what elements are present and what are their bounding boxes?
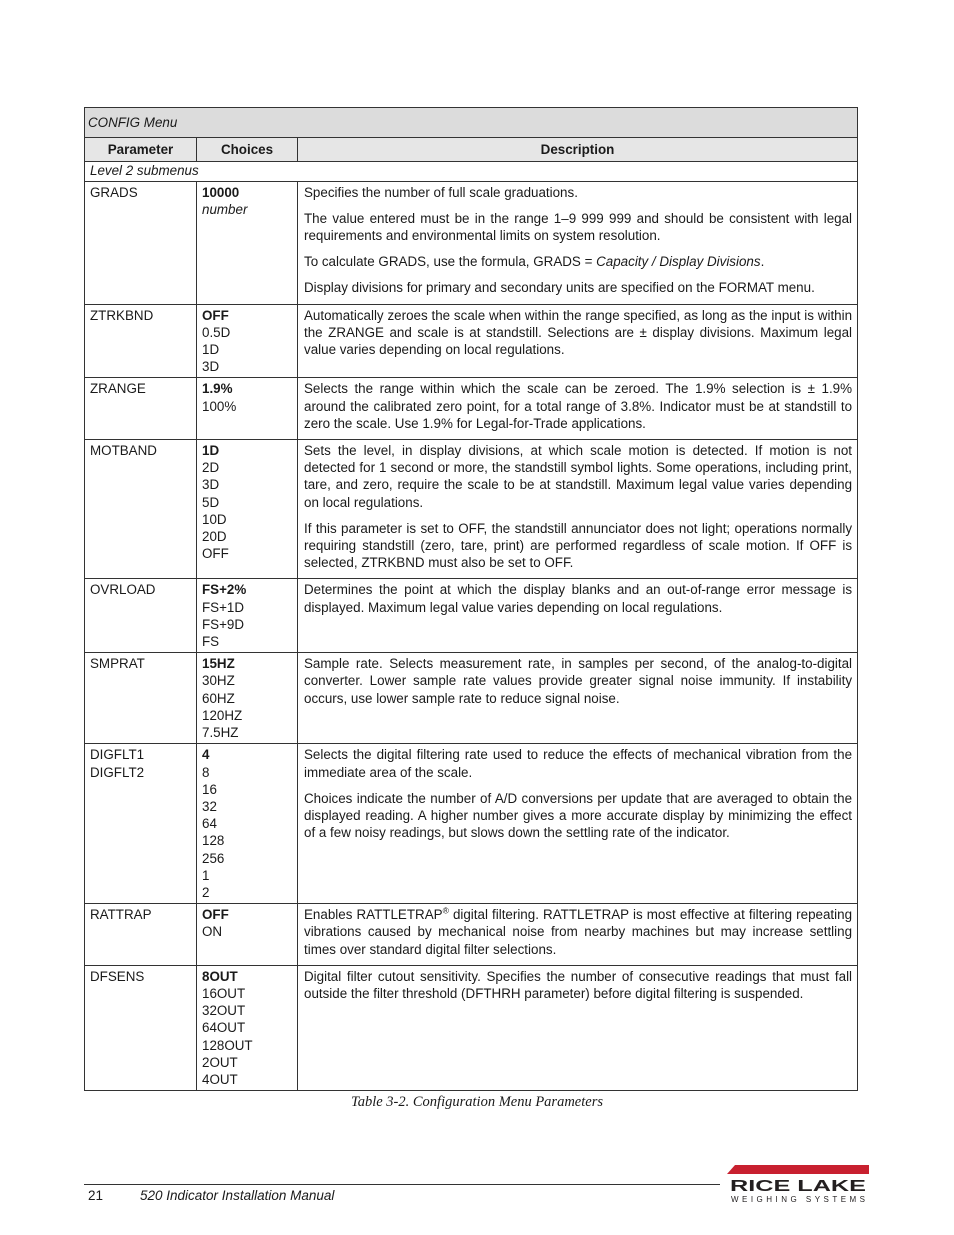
choices-cell xyxy=(197,181,298,304)
description-text: To calculate GRADS, use the formula, GRADS = xyxy=(304,254,597,270)
parameter-cell xyxy=(85,378,197,440)
description-cell xyxy=(298,744,858,904)
default-choice: 1D xyxy=(202,443,220,459)
description-paragraph xyxy=(304,380,852,432)
description-text: Sets the level, in display divisions, at which scale motion is detected. If motion is not detected for 1 second or more, the standstill symbol lights. Some operations, including print, tare, and zero, require the scale to be at standstill. Maximum legal value varies depending on local regulations. xyxy=(304,443,853,510)
choice-option: 120HZ xyxy=(202,707,243,723)
choice-option: 16 xyxy=(202,781,217,797)
default-choice: 15HZ xyxy=(202,656,235,672)
parameter-name: GRADS xyxy=(90,184,138,200)
description-text: Enables RATTLETRAP xyxy=(304,907,443,923)
choice-option: 32OUT xyxy=(202,1003,246,1019)
description-paragraph xyxy=(304,210,852,244)
parameter-name: SMPRAT xyxy=(90,656,145,672)
description-cell xyxy=(298,304,858,378)
default-choice: 1.9% xyxy=(202,381,233,397)
logo-line1: RICE LAKE xyxy=(730,1178,867,1195)
description-text: Display divisions for primary and secondary units are specified on the FORMAT menu. xyxy=(304,280,815,296)
choice-option: 2D xyxy=(202,460,220,476)
choice-option: 64 xyxy=(202,816,217,832)
parameter-name: ZTRKBND xyxy=(90,307,154,323)
choice-option: 1 xyxy=(202,867,210,883)
description-text: Specifies the number of full scale graduations. xyxy=(304,184,578,200)
description-text: . xyxy=(760,254,765,270)
choices-cell xyxy=(197,653,298,744)
default-choice: 4 xyxy=(202,747,210,763)
choice-option: number xyxy=(202,201,248,217)
table-body xyxy=(85,162,858,1091)
manual-title: 520 Indicator Installation Manual xyxy=(140,1188,335,1203)
description-paragraph xyxy=(304,253,852,270)
choice-option: 2 xyxy=(202,884,210,900)
choice-option: FS+1D xyxy=(202,599,245,615)
description-text: Selects the range within which the scale can be zeroed. The 1.9% selection is ± 1.9% around the calibrated zero point, for a total range of 3.8%. Indicator must be at standstill to zero the scale. Use 1.9% for Legal-for-Trade applications. xyxy=(304,381,853,431)
choice-option: 10D xyxy=(202,511,227,527)
choice-option: FS+9D xyxy=(202,616,245,632)
description-paragraph xyxy=(304,655,852,707)
description-paragraph xyxy=(304,520,852,572)
column-header-parameter: Parameter xyxy=(85,138,197,162)
parameter-cell xyxy=(85,440,197,579)
parameter-cell xyxy=(85,653,197,744)
formula-text: Capacity / Display Divisions xyxy=(596,254,761,270)
parameter-name: OVRLOAD xyxy=(90,582,156,598)
parameter-cell xyxy=(85,965,197,1090)
description-paragraph xyxy=(304,790,852,842)
default-choice: OFF xyxy=(202,907,229,923)
choice-option: 30HZ xyxy=(202,673,235,689)
table-row xyxy=(85,653,858,744)
description-paragraph xyxy=(304,968,852,1002)
choice-option: 2OUT xyxy=(202,1054,238,1070)
description-paragraph xyxy=(304,906,852,958)
table-title: CONFIG Menu xyxy=(85,108,858,138)
choice-option: 100% xyxy=(202,398,237,414)
choice-option: 3D xyxy=(202,359,220,375)
choice-option: 7.5HZ xyxy=(202,725,239,741)
choice-option: 5D xyxy=(202,494,220,510)
parameter-name: DIGFLT2 xyxy=(90,764,145,780)
description-cell xyxy=(298,181,858,304)
description-text: The value entered must be in the range 1–9 999 999 and should be consistent with legal requirements and environmental limits on system resolution. xyxy=(304,210,853,244)
description-cell xyxy=(298,965,858,1090)
default-choice: OFF xyxy=(202,307,229,323)
default-choice: 10000 xyxy=(202,184,240,200)
choice-option: 16OUT xyxy=(202,985,246,1001)
description-cell xyxy=(298,579,858,653)
choices-cell xyxy=(197,378,298,440)
table-row xyxy=(85,744,858,904)
description-paragraph xyxy=(304,279,852,296)
description-text: Choices indicate the number of A/D conversions per update that are averaged to obtain the displayed reading. A higher number gives a more accurate display by minimizing the effect of a few noisy readings, but slows down the settling rate of the indicator. xyxy=(304,790,853,841)
description-text: Automatically zeroes the scale when within the range specified, as long as the input is within the ZRANGE and scale is at standstill. Selections are ± display divisions. Maximum legal value varies depending on local regulations. xyxy=(304,307,853,358)
choice-option: 0.5D xyxy=(202,324,231,340)
parameter-name: ZRANGE xyxy=(90,381,146,397)
description-cell xyxy=(298,653,858,744)
description-paragraph xyxy=(304,184,852,201)
choice-option: 64OUT xyxy=(202,1020,246,1036)
description-text: Digital filter cutout sensitivity. Specifies the number of consecutive readings that must fall outside the filter threshold (DFTHRH parameter) before digital filtering is suspended. xyxy=(304,968,853,1001)
table-row xyxy=(85,181,858,304)
choice-option: 20D xyxy=(202,529,227,545)
parameter-name: DIGFLT1 xyxy=(90,747,145,763)
page-number: 21 xyxy=(88,1188,104,1203)
description-cell xyxy=(298,904,858,966)
parameter-name: DFSENS xyxy=(90,968,145,984)
config-menu-table xyxy=(84,107,858,1091)
table-row xyxy=(85,965,858,1090)
parameter-name: MOTBAND xyxy=(90,443,157,459)
table-row xyxy=(85,304,858,378)
description-text: Determines the point at which the display blanks and an out-of-range error message is displayed. Maximum legal value varies depending on local regulations. xyxy=(304,582,853,615)
choice-option: 60HZ xyxy=(202,690,235,706)
rice-lake-logo xyxy=(727,1165,869,1205)
description-paragraph xyxy=(304,746,852,780)
submenu-level-label: Level 2 submenus xyxy=(85,162,858,181)
choice-option: 1D xyxy=(202,342,220,358)
choices-cell xyxy=(197,304,298,378)
description-text: Sample rate. Selects measurement rate, in samples per second, of the analog-to-digital converter. Lower sample rate values provide greater signal noise immunity. If instability occurs, use lower sample rate to reduce signal noise. xyxy=(304,656,853,706)
description-paragraph xyxy=(304,442,852,511)
choice-option: 256 xyxy=(202,850,225,866)
parameter-cell xyxy=(85,304,197,378)
table-row xyxy=(85,440,858,579)
choice-option: OFF xyxy=(202,546,229,562)
parameter-cell xyxy=(85,904,197,966)
description-text: If this parameter is set to OFF, the standstill annunciator does not light; operations normally requiring standstill (zero, tare, print) are performed regardless of scale motion. If OFF is selected, ZTRKBND must also be set to OFF. xyxy=(304,520,853,571)
choices-cell xyxy=(197,965,298,1090)
choices-cell xyxy=(197,744,298,904)
default-choice: 8OUT xyxy=(202,968,238,984)
description-cell xyxy=(298,440,858,579)
table-row xyxy=(85,378,858,440)
column-header-description: Description xyxy=(298,138,858,162)
choice-option: 4OUT xyxy=(202,1071,238,1087)
parameter-cell xyxy=(85,744,197,904)
column-header-choices: Choices xyxy=(197,138,298,162)
parameter-cell xyxy=(85,579,197,653)
choice-option: FS xyxy=(202,634,220,650)
choice-option: 8 xyxy=(202,764,210,780)
description-text: Selects the digital filtering rate used to reduce the effects of mechanical vibration from the immediate area of the scale. xyxy=(304,747,853,780)
choice-option: 32 xyxy=(202,798,217,814)
description-cell xyxy=(298,378,858,440)
logo-red-banner xyxy=(727,1165,869,1174)
logo-line2: WEIGHING SYSTEMS xyxy=(731,1195,865,1204)
choice-option: 128 xyxy=(202,833,225,849)
footer-divider xyxy=(84,1184,720,1185)
choice-option: ON xyxy=(202,924,223,940)
choices-cell xyxy=(197,440,298,579)
table-caption: Table 3-2. Configuration Menu Parameters xyxy=(350,1094,603,1110)
choices-cell xyxy=(197,579,298,653)
table-row xyxy=(85,579,858,653)
description-text: digital filtering. RATTLETRAP is most effective at filtering repeating vibrations caused by mechanical noise from nearby machines but may increase settling times over standard digital filter selections. xyxy=(304,907,853,957)
registered-mark: ® xyxy=(442,905,449,916)
description-paragraph xyxy=(304,581,852,615)
choice-option: 3D xyxy=(202,477,220,493)
description-paragraph xyxy=(304,307,852,359)
default-choice: FS+2% xyxy=(202,582,247,598)
parameter-name: RATTRAP xyxy=(90,907,152,923)
choice-option: 128OUT xyxy=(202,1037,253,1053)
choices-cell xyxy=(197,904,298,966)
table-row xyxy=(85,904,858,966)
parameter-cell xyxy=(85,181,197,304)
